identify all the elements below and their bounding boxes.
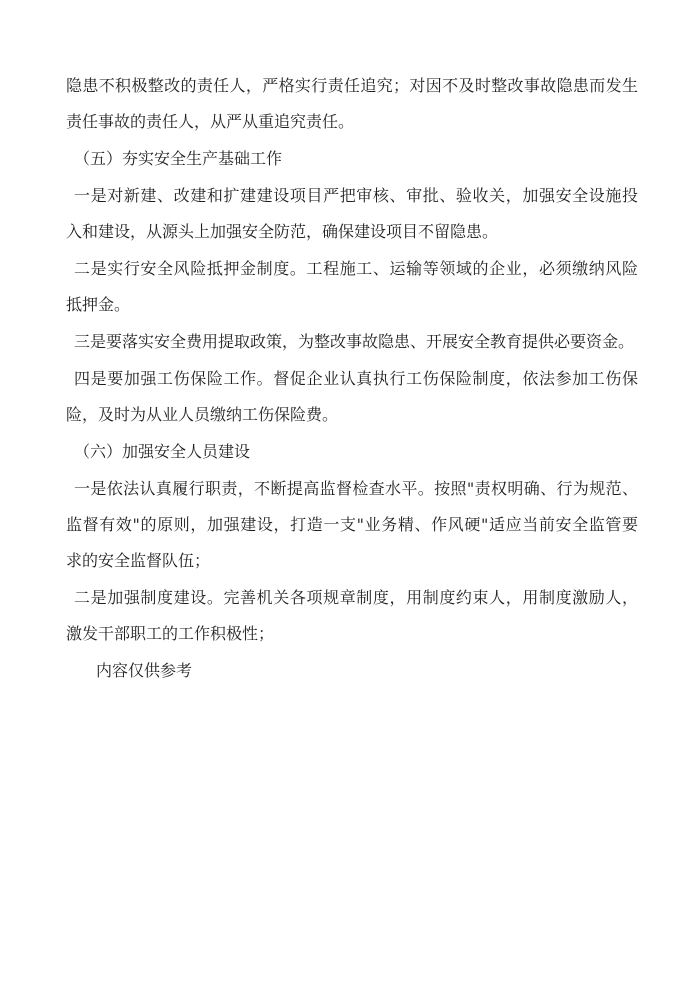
text-line: （五）夯实安全生产基础工作 xyxy=(74,149,283,168)
paragraph xyxy=(66,68,638,140)
text-line: 激发干部职工的工作积极性； xyxy=(66,624,275,643)
paragraph xyxy=(66,434,638,470)
text-line: （六）加强安全人员建设 xyxy=(74,442,251,461)
paragraph xyxy=(66,361,638,433)
text-line: 二是实行安全风险抵押金制度。工程施工、运输等领域的企业，必须缴纳风险 xyxy=(74,259,638,278)
paragraph xyxy=(66,141,638,177)
paragraph xyxy=(66,251,638,323)
text-line: 四是要加强工伤保险工作。督促企业认真执行工伤保险制度，依法参加工伤保 xyxy=(74,369,638,388)
text-line: 一是对新建、改建和扩建建设项目严把审核、审批、验收关，加强安全设施投 xyxy=(74,186,638,205)
text-line: 责任事故的责任人，从严从重追究责任。 xyxy=(66,112,355,131)
text-line: 隐患不积极整改的责任人，严格实行责任追究；对因不及时整改事故隐患而发生 xyxy=(66,76,638,95)
text-line: 求的安全监督队伍； xyxy=(66,551,211,570)
text-line: 二是加强制度建设。完善机关各项规章制度，用制度约束人，用制度激励人， xyxy=(74,588,638,607)
paragraph xyxy=(66,324,638,360)
text-line: 入和建设，从源头上加强安全防范，确保建设项目不留隐患。 xyxy=(66,222,499,241)
paragraph xyxy=(66,178,638,250)
text-line: 监督有效"的原则，加强建设，打造一支"业务精、作风硬"适应当前安全监管要 xyxy=(66,515,638,534)
text-line: 一是依法认真履行职责，不断提高监督检查水平。按照"责权明确、行为规范、 xyxy=(74,479,638,498)
paragraph xyxy=(66,471,638,579)
document-body xyxy=(66,68,638,690)
text-line: 险，及时为从业人员缴纳工伤保险费。 xyxy=(66,405,339,424)
text-line: 抵押金。 xyxy=(66,295,131,314)
text-line: 内容仅供参考 xyxy=(96,661,193,680)
text-line: 三是要落实安全费用提取政策，为整改事故隐患、开展安全教育提供必要资金。 xyxy=(74,332,635,351)
paragraph xyxy=(66,653,638,689)
paragraph xyxy=(66,580,638,652)
